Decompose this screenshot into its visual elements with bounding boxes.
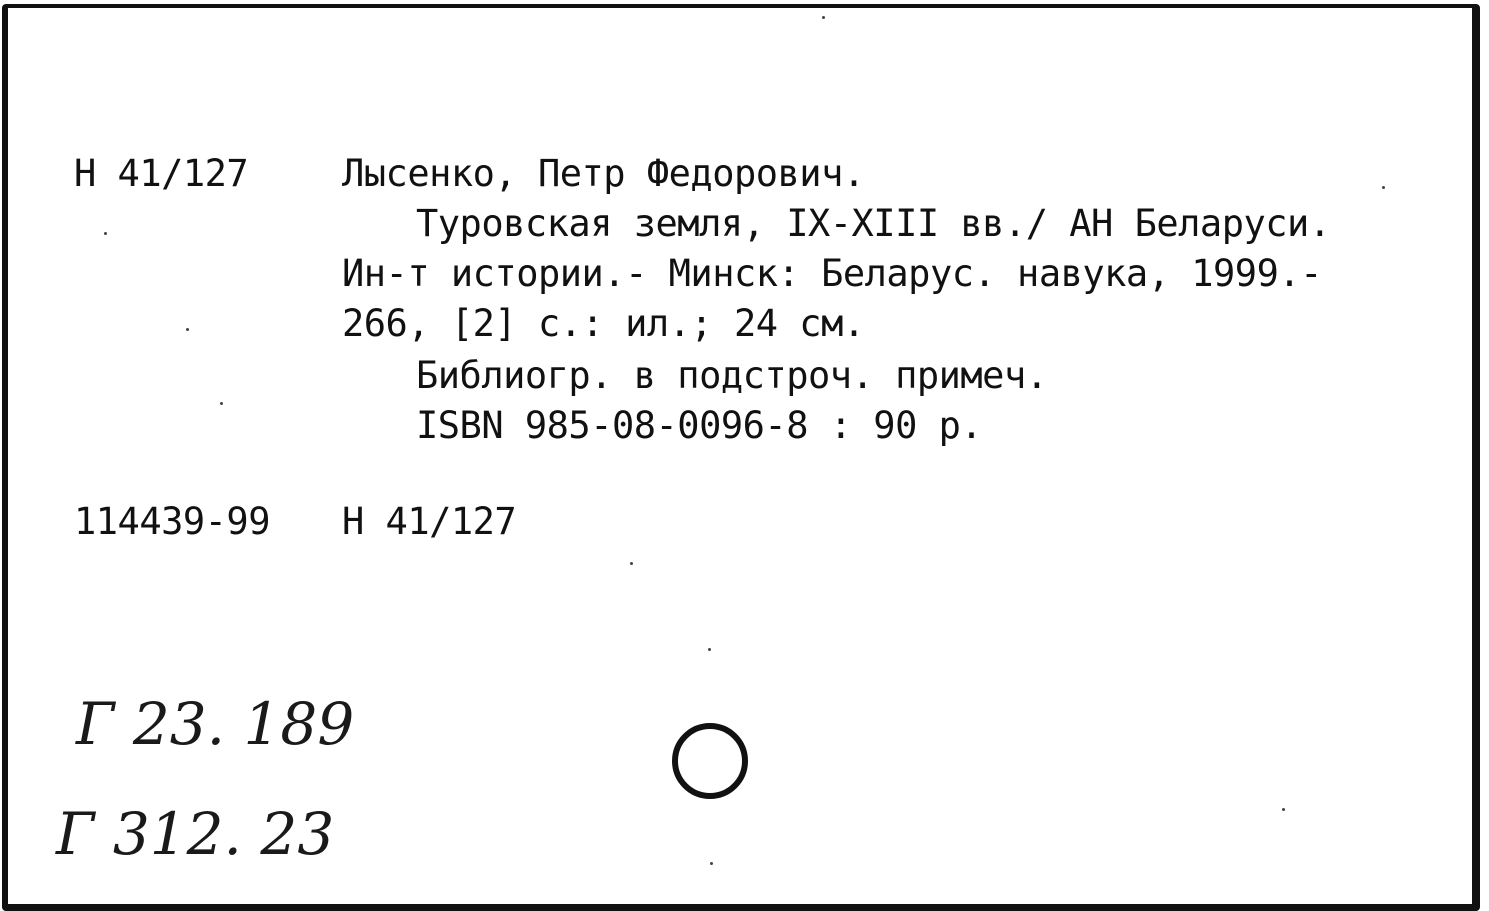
punch-hole bbox=[672, 723, 748, 799]
title-line-3: 266, [2] с.: ил.; 24 см. bbox=[342, 302, 865, 345]
dust-speck bbox=[104, 232, 107, 235]
handwritten-classification-2: Г 312. 23 bbox=[56, 800, 335, 868]
dust-speck bbox=[630, 562, 633, 565]
dust-speck bbox=[220, 402, 223, 405]
dust-speck bbox=[822, 16, 825, 19]
handwritten-classification-1: Г 23. 189 bbox=[76, 690, 355, 758]
dust-speck bbox=[1382, 186, 1385, 189]
dust-speck bbox=[186, 328, 189, 331]
dust-speck bbox=[710, 862, 713, 865]
bibliography-note: Библиогр. в подстроч. примеч. bbox=[416, 354, 1048, 397]
title-line-2: Ин-т истории.- Минск: Беларус. навука, 1999.- bbox=[342, 252, 1322, 295]
dust-speck bbox=[1282, 808, 1285, 811]
dust-speck bbox=[708, 648, 711, 651]
call-number-bottom: Н 41/127 bbox=[342, 500, 517, 543]
call-number-top: Н 41/127 bbox=[74, 152, 249, 195]
title-line-1: Туровская земля, IX-XIII вв./ АН Беларуси. bbox=[416, 202, 1331, 245]
isbn-note: ISBN 985-08-0096-8 : 90 р. bbox=[416, 404, 983, 447]
author-heading: Лысенко, Петр Федорович. bbox=[342, 152, 865, 195]
inventory-number: 114439-99 bbox=[74, 500, 270, 543]
